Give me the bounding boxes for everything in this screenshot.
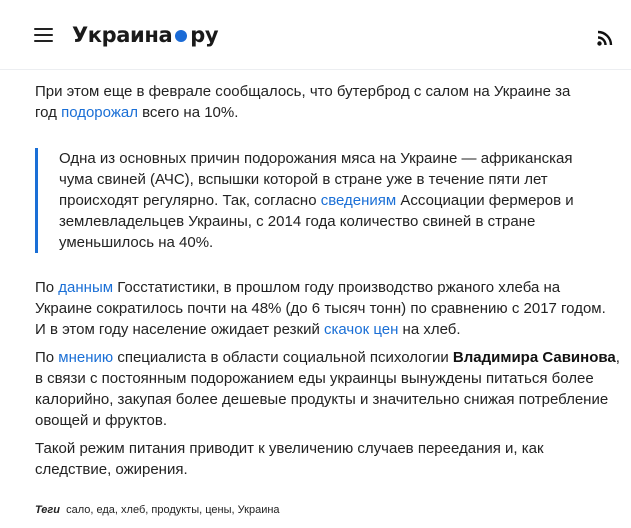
text: По [35, 279, 59, 296]
logo-dot-icon [175, 30, 187, 42]
text: , в связи с постоянным подорожанием еды украинцы вынуждены питаться более калорийно, закупая более дешевые продукты и значительно снижая потребление овощей и фруктов. [35, 349, 620, 429]
site-header [0, 0, 631, 70]
text: По [35, 349, 59, 366]
expert-name: Владимира Савинова [452, 349, 616, 366]
paragraph-diet: Такой режим питания приводит к увеличению случаев переедания и, как следствие, ожирения. [35, 440, 544, 478]
logo-text-left: Украина [72, 23, 173, 47]
text: Ассоциации фермеров и землевладельцев Украины, с 2014 года количество свиней в стране уменьшилось на 40%. [59, 192, 574, 251]
link-podorozhal[interactable]: подорожал [61, 104, 138, 121]
paragraph-statistics [35, 277, 620, 340]
text: Одна из основных причин подорожания мяса на Украине — африканская чума свиней (АЧС), вспышки которой в стране уже в течение пяти лет происходят регулярно. Так, согласно [59, 150, 573, 209]
menu-icon[interactable] [34, 28, 53, 43]
link-skachok-cen[interactable]: скачок цен [324, 321, 399, 338]
link-dannym[interactable]: данным [58, 279, 114, 296]
link-mneniyu[interactable]: мнению [58, 349, 114, 366]
text: на хлеб. [398, 321, 461, 338]
tags-label: Теги [35, 504, 61, 516]
tag-link[interactable]: продукты [151, 504, 200, 516]
tag-link[interactable]: сало [66, 504, 91, 516]
tag-link[interactable]: Украина [237, 504, 280, 516]
text: Госстатистики, в прошлом году производство ржаного хлеба на Украине сократилось почти на 48% (до 6 тысяч тонн) по сравнению с 2017 годом. И в этом году население ожидает резкий [35, 279, 606, 338]
site-logo[interactable] [72, 22, 218, 48]
paragraph-psychologist [35, 347, 620, 431]
text: При этом еще в феврале сообщалось, что бутерброд с салом на Украине за год [35, 83, 571, 121]
blockquote [35, 148, 607, 253]
link-svedeniyam[interactable]: сведениям [320, 192, 397, 209]
rss-icon[interactable] [597, 30, 613, 46]
text: всего на 10%. [137, 104, 239, 121]
paragraph-bread [35, 81, 595, 123]
logo-text-right: ру [190, 23, 219, 47]
tag-link[interactable]: хлеб [121, 504, 146, 516]
tags-row: Теги сало, еда, хлеб, продукты, цены, Украина [35, 504, 280, 516]
quote-text [59, 148, 607, 253]
text: специалиста в области социальной психологии [113, 349, 453, 366]
tag-link[interactable]: еда [96, 504, 115, 516]
tag-link[interactable]: цены [205, 504, 232, 516]
